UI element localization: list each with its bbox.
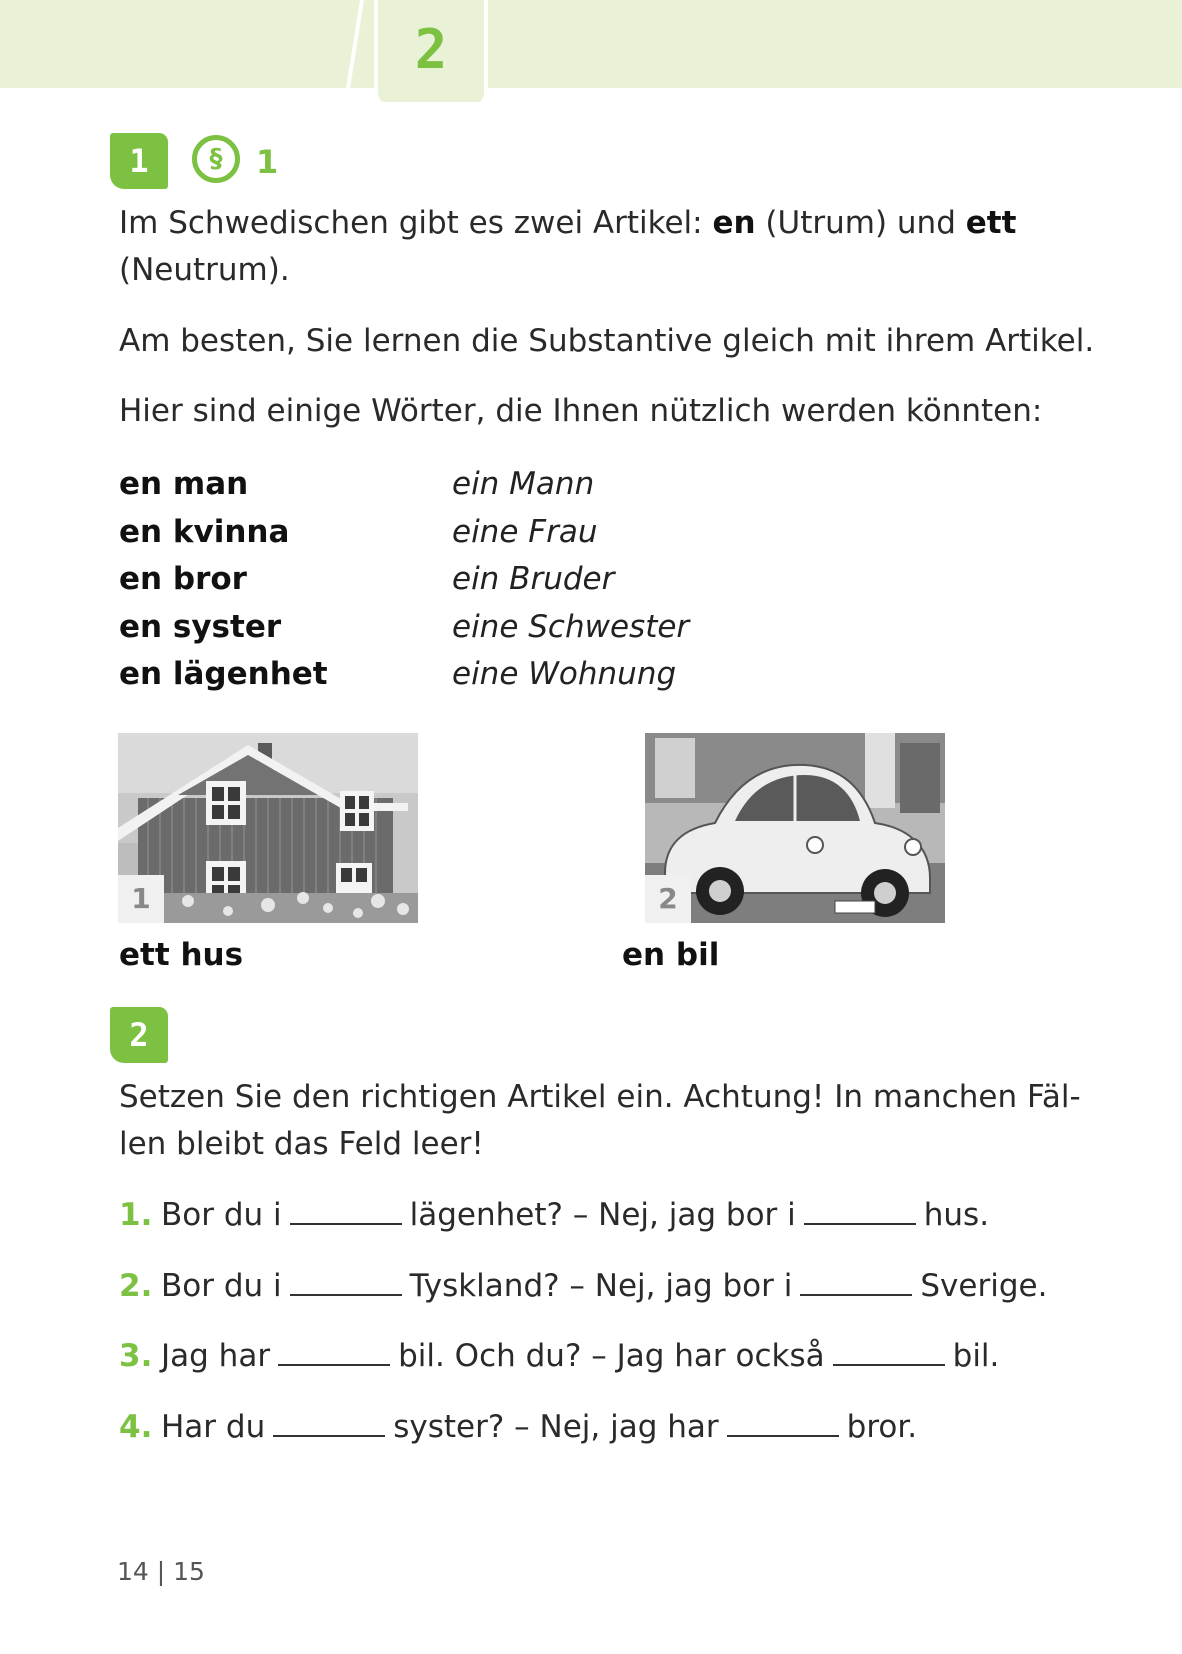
blank-field[interactable] xyxy=(273,1407,385,1437)
intro-text: Im Schwedischen gibt es zwei Artikel: en (Utrum) und ett xyxy=(119,205,1017,241)
item-number: 2. xyxy=(119,1268,153,1304)
house-photo xyxy=(118,733,418,923)
vocab-german: ein Mann xyxy=(452,466,595,502)
blank-field[interactable] xyxy=(804,1195,916,1225)
header-band xyxy=(0,0,1182,88)
blank-field[interactable] xyxy=(278,1336,390,1366)
item-number: 4. xyxy=(119,1409,153,1445)
tip-text: Am besten, Sie lernen die Substantive gleich mit ihrem Artikel. xyxy=(119,323,1095,359)
vocab-swedish: en syster xyxy=(119,608,282,645)
vocab-german: eine Frau xyxy=(452,513,598,550)
exercise-item: 4. Har du syster? – Nej, jag har bror. xyxy=(119,1405,917,1449)
article-ett: ett xyxy=(965,205,1017,241)
exercise-item: 1. Bor du i lägenhet? – Nej, jag bor i hus. xyxy=(119,1193,989,1237)
instruction-text: Setzen Sie den richtigen Artikel ein. Achtung! In manchen Fäl- xyxy=(119,1079,1081,1115)
vocab-swedish: en kvinna xyxy=(119,513,290,550)
vocab-german: ein Bruder xyxy=(452,561,615,597)
chapter-number: 2 xyxy=(414,18,448,81)
exercise-1-badge: 1 xyxy=(110,133,168,189)
lead-in-text: Hier sind einige Wörter, die Ihnen nützlich werden könnten: xyxy=(119,393,1043,429)
page-numbers: 14 | 15 xyxy=(117,1557,205,1586)
image-number: 2 xyxy=(645,875,691,923)
intro-text-line2: (Neutrum). xyxy=(119,252,290,288)
paragraph-icon: § xyxy=(192,135,240,183)
instruction-text-line2: len bleibt das Feld leer! xyxy=(119,1126,484,1162)
caption-house: ett hus xyxy=(119,937,244,973)
chapter-tab xyxy=(374,0,488,102)
vocab-german: eine Schwester xyxy=(452,608,690,645)
blank-field[interactable] xyxy=(290,1195,402,1225)
exercise-2-badge: 2 xyxy=(110,1007,168,1063)
exercise-item: 3. Jag har bil. Och du? – Jag har också bil. xyxy=(119,1334,999,1378)
vocab-german: eine Wohnung xyxy=(452,656,677,692)
item-number: 1. xyxy=(119,1197,153,1233)
exercise-item: 2. Bor du i Tyskland? – Nej, jag bor i Sverige. xyxy=(119,1264,1047,1308)
paragraph-reference: 1 xyxy=(256,143,279,181)
blank-field[interactable] xyxy=(290,1266,402,1296)
blank-field[interactable] xyxy=(800,1266,912,1296)
blank-field[interactable] xyxy=(833,1336,945,1366)
vocab-swedish: en man xyxy=(119,466,249,502)
caption-car: en bil xyxy=(622,937,720,973)
blank-field[interactable] xyxy=(727,1407,839,1437)
vocab-swedish: en lägenhet xyxy=(119,656,328,692)
image-number: 1 xyxy=(118,875,164,923)
vocabulary-german xyxy=(452,461,689,699)
item-number: 3. xyxy=(119,1338,153,1374)
article-en: en xyxy=(712,205,756,241)
vocabulary-swedish xyxy=(119,461,328,699)
vocab-swedish: en bror xyxy=(119,561,247,597)
car-photo xyxy=(645,733,945,923)
